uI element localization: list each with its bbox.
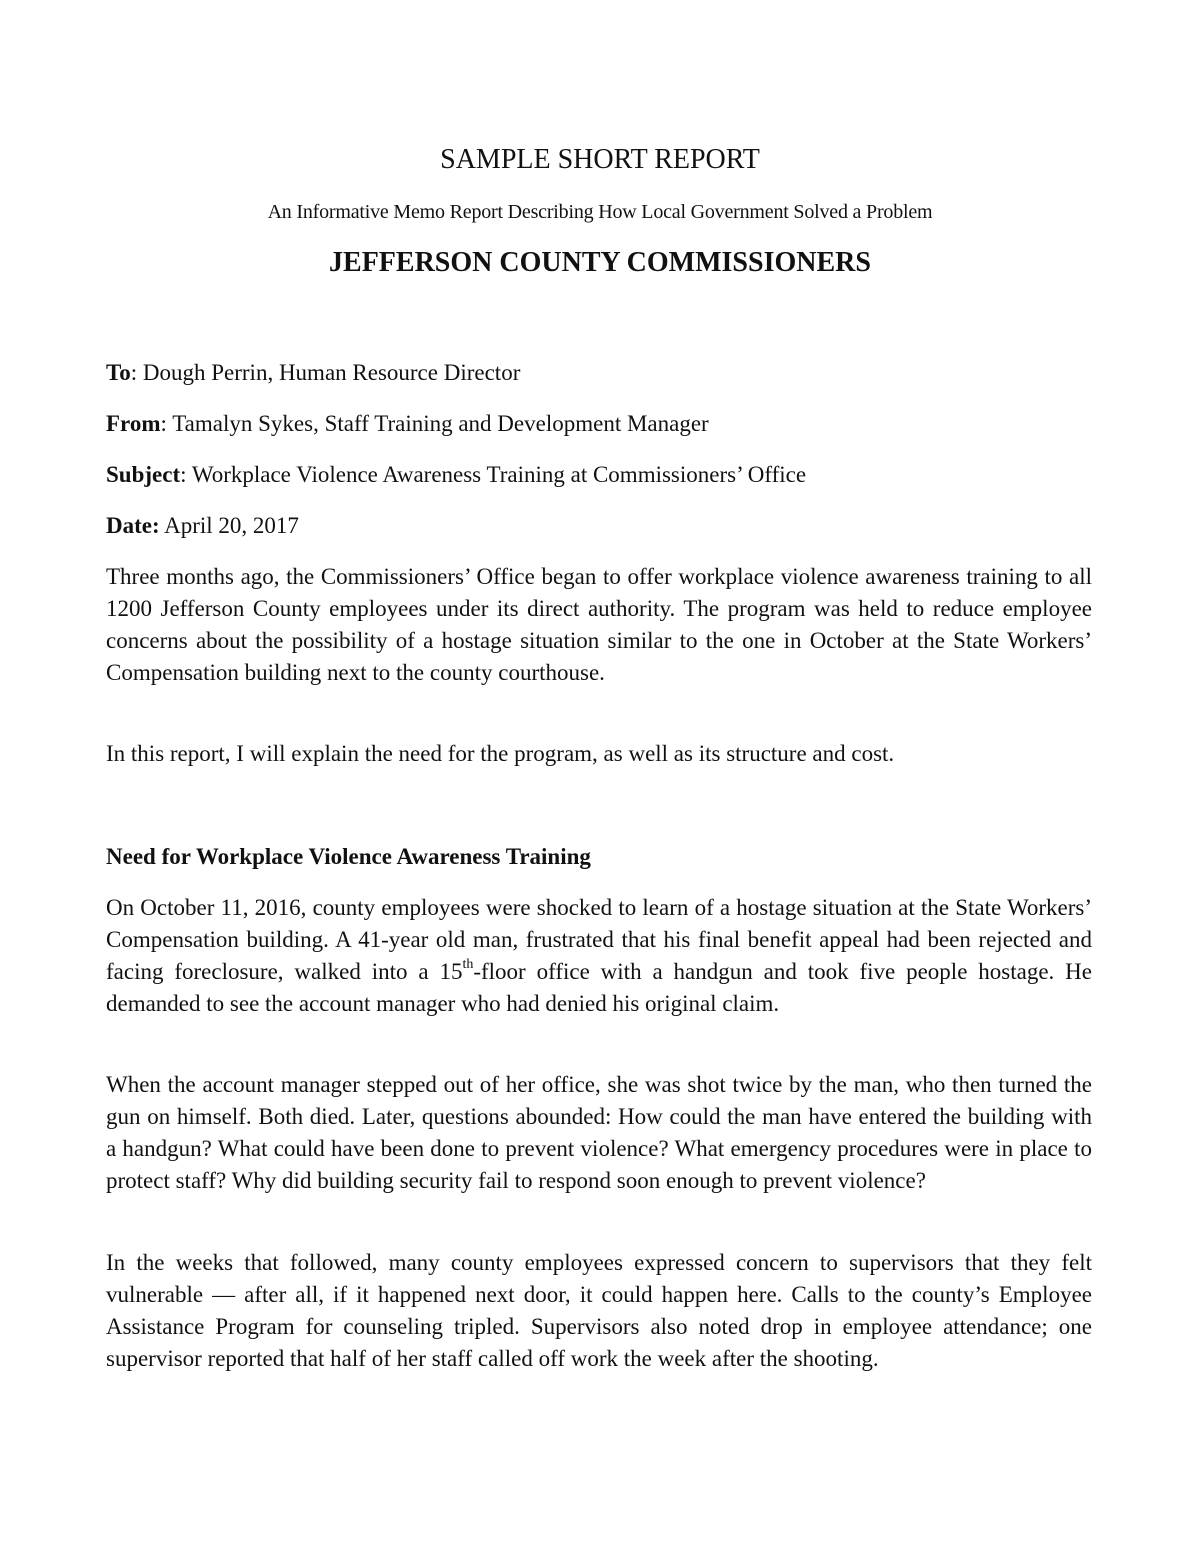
intro-paragraph-1: Three months ago, the Commissioners’ Office began to offer workplace violence awareness training to all 1200 Jefferson County employees under its direct authority. The program was held to reduce employee concerns about the possibility of a hostage situation similar to the one in October at the State Workers’ Compensation building next to the county courthouse. [106, 564, 1092, 685]
section-paragraph-2: When the account manager stepped out of her office, she was shot twice by the man, who then turned the gun on himself. Both died. Later, questions abounded: How could the man have entered the building with a handgun? What could have been done to prevent violence? What emergency procedures were in place to protect staff? Why did building security fail to respond soon enough to prevent violence? [106, 1072, 1092, 1193]
memo-to-value: : Dough Perrin, Human Resource Director [130, 360, 521, 385]
memo-subject-line [106, 459, 1106, 491]
memo-subject-label: Subject [106, 462, 181, 487]
intro-paragraph-2: In this report, I will explain the need for the program, as well as its structure and cost. [106, 741, 895, 766]
memo-from-value: : Tamalyn Sykes, Staff Training and Development Manager [160, 411, 709, 436]
memo-to-line [106, 357, 1106, 389]
memo-date-label: Date: [106, 513, 160, 538]
organization-heading: JEFFERSON COUNTY COMMISSIONERS [329, 247, 871, 278]
section-paragraph-1-text-a: On October 11, 2016, county employees were shocked to learn of a hostage situation at the State Workers’ Compensation building. A 41-year old man, frustrated that his final benefit appeal had been rejected and facing foreclosure, walked into a 15 [106, 895, 1092, 984]
memo-from-line [106, 408, 1106, 440]
memo-date-line [106, 510, 1106, 542]
memo-from-label: From [106, 411, 161, 436]
report-title: SAMPLE SHORT REPORT [440, 144, 760, 175]
section-paragraph-1-text-b: -floor office with a handgun and took five people hostage. He demanded to see the account manager who had denied his original claim. [106, 959, 1092, 1016]
memo-subject-value: : Workplace Violence Awareness Training at Commissioners’ Office [180, 462, 807, 487]
memo-date-value: April 20, 2017 [159, 513, 299, 538]
section-paragraph-1 [106, 892, 1092, 1020]
memo-to-label: To [106, 360, 131, 385]
ordinal-suffix: th [462, 957, 474, 973]
section-paragraph-3: In the weeks that followed, many county employees expressed concern to supervisors that they felt vulnerable — after all, if it happened next door, it could happen here. Calls to the county’s Employee Assistance Program for counseling tripled. Supervisors also noted drop in employee attendance; one supervisor reported that half of her staff called off work the week after the shooting. [106, 1250, 1092, 1371]
report-subtitle: An Informative Memo Report Describing How Local Government Solved a Problem [267, 201, 933, 223]
section-heading: Need for Workplace Violence Awareness Training [106, 844, 591, 869]
